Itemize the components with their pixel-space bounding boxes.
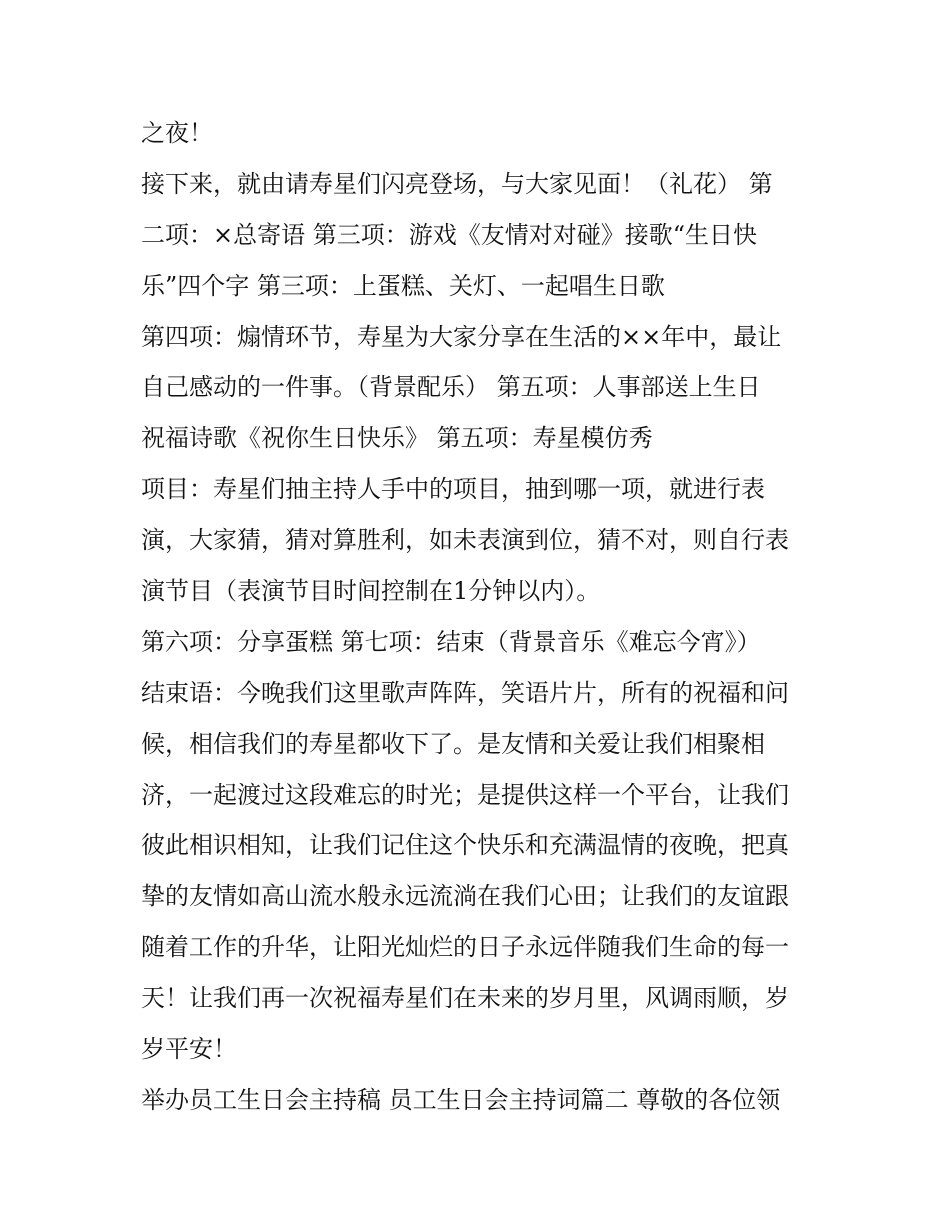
text-line: 结束语：今晚我们这里歌声阵阵，笑语片片，所有的祝福和问 [141,678,789,707]
text-line: 彼此相识相知，让我们记住这个快乐和充满温情的夜晚，把真 [141,831,789,860]
text-line: 举办员工生日会主持稿 员工生日会主持词篇二 尊敬的各位领 [141,1085,781,1114]
text-line: 第四项：煽情环节，寿星为大家分享在生活的××年中，最让 [141,322,782,351]
document-body [141,108,831,1126]
text-line: 候，相信我们的寿星都收下了。是友情和关爱让我们相聚相 [141,729,765,758]
text-line: 自己感动的一件事。（背景配乐） 第五项：人事部送上生日 [141,373,761,402]
text-line: 演，大家猜，猜对算胜利，如未表演到位，猜不对，则自行表 [141,526,789,555]
text-line: 演节目（表演节目时间控制在1分钟以内）。 [141,577,601,606]
text-line: 二项：×总寄语 第三项：游戏《友情对对碰》接歌“生日快 [141,220,758,249]
text-line: 乐”四个字 第三项：上蛋糕、关灯、一起唱生日歌 [141,271,665,300]
text-line: 接下来，就由请寿星们闪亮登场，与大家见面！（礼花） 第 [141,169,773,198]
text-line: 第六项：分享蛋糕 第七项：结束（背景音乐《难忘今宵》） [141,627,761,656]
text-line: 天！让我们再一次祝福寿星们在未来的岁月里，风调雨顺，岁 [141,984,789,1013]
text-line: 祝福诗歌《祝你生日快乐》 第五项：寿星模仿秀 [141,424,653,453]
text-line: 岁平安！ [141,1035,237,1064]
text-line: 挚的友情如高山流水般永远流淌在我们心田；让我们的友谊跟 [141,882,789,911]
text-line: 随着工作的升华，让阳光灿烂的日子永远伴随我们生命的每一 [141,933,789,962]
text-line: 项目：寿星们抽主持人手中的项目，抽到哪一项，就进行表 [141,475,765,504]
text-line: 之夜！ [141,119,213,147]
text-line: 济，一起渡过这段难忘的时光；是提供这样一个平台，让我们 [141,780,789,809]
